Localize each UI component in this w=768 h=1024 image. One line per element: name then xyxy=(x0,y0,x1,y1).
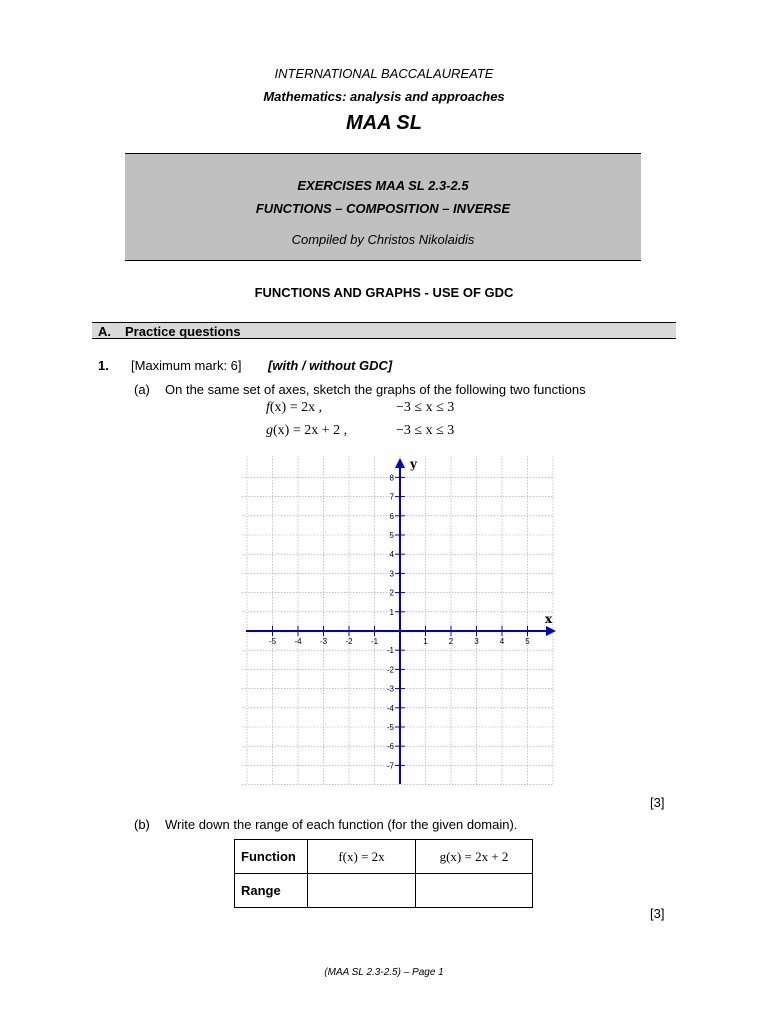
y-tick-label: 3 xyxy=(389,569,394,579)
x-tick-label: 4 xyxy=(499,637,505,646)
function-f-domain: −3 ≤ x ≤ 3 xyxy=(396,400,455,415)
part-b-text: Write down the range of each function (for the given domain). xyxy=(165,817,518,832)
box-author: Compiled by Christos Nikolaidis xyxy=(291,232,475,247)
function-f-definition: f(x) = 2x , xyxy=(266,400,323,415)
y-tick-label: 2 xyxy=(389,588,394,598)
x-tick-label: -1 xyxy=(370,637,379,646)
x-tick-label: -4 xyxy=(294,637,302,646)
y-tick-label: 5 xyxy=(389,531,394,540)
x-tick-label: 2 xyxy=(448,637,454,646)
y-tick-label: -5 xyxy=(386,723,394,732)
question-number: 1. xyxy=(98,358,109,373)
part-a-text: On the same set of axes, sketch the graphs of the following two functions xyxy=(165,382,586,397)
y-axis-arrow xyxy=(395,458,405,468)
y-tick-label: 4 xyxy=(389,550,394,560)
section-letter: A. xyxy=(98,324,111,339)
question-gdc: [with / without GDC] xyxy=(268,358,393,373)
function-header: Function xyxy=(235,840,308,874)
title-box xyxy=(125,153,641,261)
x-tick-label: -2 xyxy=(345,637,353,646)
page-footer: (MAA SL 2.3-2.5) – Page 1 xyxy=(324,967,444,978)
x-tick-label: 5 xyxy=(525,637,530,646)
grid-lines xyxy=(242,456,554,785)
section-title: FUNCTIONS AND GRAPHS - USE OF GDC xyxy=(254,285,514,300)
axes xyxy=(246,458,556,784)
x-tick-label: -5 xyxy=(268,637,277,646)
function-g-cell: g(x) = 2x + 2 xyxy=(416,840,533,874)
y-axis-label: y xyxy=(410,457,417,471)
y-tick-label: -2 xyxy=(386,665,394,675)
x-tick-label: 1 xyxy=(423,637,428,646)
box-title: EXERCISES MAA SL 2.3-2.5 xyxy=(297,178,469,193)
header-course: Mathematics: analysis and approaches xyxy=(263,89,505,104)
range-header: Range xyxy=(235,874,308,908)
x-axis-label: x xyxy=(545,612,553,626)
coordinate-grid[interactable] xyxy=(240,452,560,788)
box-subtitle: FUNCTIONS – COMPOSITION – INVERSE xyxy=(255,201,511,216)
range-g-cell[interactable] xyxy=(416,874,533,908)
x-tick-label: 3 xyxy=(474,637,479,646)
part-a-marks: [3] xyxy=(650,795,665,810)
y-tick-label: -4 xyxy=(386,703,394,713)
y-tick-label: 7 xyxy=(389,492,394,502)
part-b-marks: [3] xyxy=(650,906,665,921)
x-axis-arrow xyxy=(546,626,556,636)
header-level: MAA SL xyxy=(346,112,422,134)
range-table xyxy=(234,839,533,908)
y-tick-label: -3 xyxy=(386,684,394,694)
y-tick-label: -6 xyxy=(386,742,394,752)
y-tick-label: 8 xyxy=(389,473,394,483)
y-tick-label: 1 xyxy=(389,607,394,617)
table-row xyxy=(235,840,533,874)
tick-labels xyxy=(269,457,553,770)
part-b-label: (b) xyxy=(134,817,150,832)
header-ib: INTERNATIONAL BACCALAUREATE xyxy=(274,66,494,81)
function-f-cell: f(x) = 2x xyxy=(308,840,416,874)
section-bar xyxy=(92,322,676,339)
function-g-definition: g(x) = 2x + 2 , xyxy=(266,423,348,438)
part-a-label: (a) xyxy=(134,382,150,397)
question-max-mark: [Maximum mark: 6] xyxy=(131,358,242,373)
y-tick-label: 6 xyxy=(389,511,394,521)
y-tick-label: -1 xyxy=(386,646,394,656)
section-label: Practice questions xyxy=(125,324,241,339)
table-row xyxy=(235,874,533,908)
function-g-domain: −3 ≤ x ≤ 3 xyxy=(396,423,455,438)
y-tick-label: -7 xyxy=(386,761,394,771)
range-f-cell[interactable] xyxy=(308,874,416,908)
x-tick-label: -3 xyxy=(319,637,328,646)
